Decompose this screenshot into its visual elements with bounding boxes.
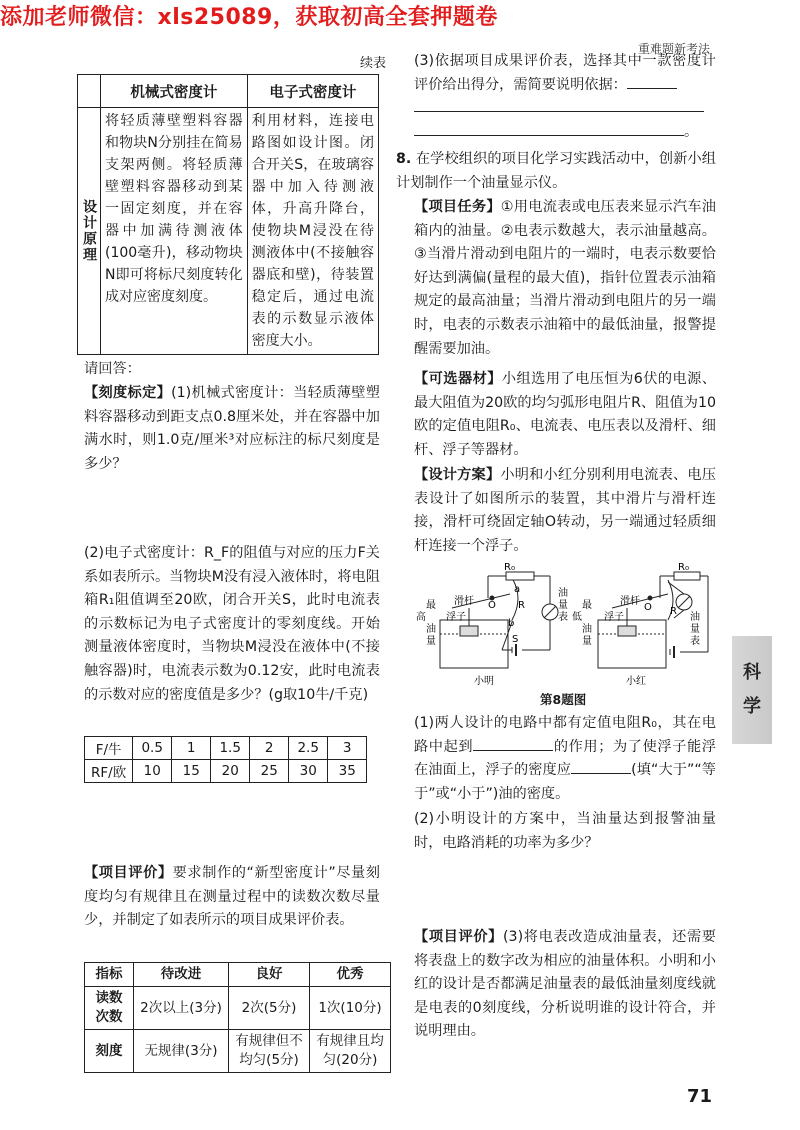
task-text: ①用电流表或电压表来显示汽车油箱内的油量。②电表示数越大，表示油量越高。③当滑片滑动到电阻片的一端时，电表示数要恰好达到满偏(量程的最大值)，指针位置表示油箱规定的最高油量；当滑片滑动到电阻片的另一端时，电表的示数表示油箱中的最低油量，报警提醒需要加油。 — [414, 199, 716, 357]
table-row-label: RF/欧 — [85, 760, 133, 783]
eval-text: 要求制作的“新型密度计”尽量刻度均匀有规律且在测量过程中的读数次数尽量少，并制定了如表所示的项目成果评价表。 — [84, 865, 380, 929]
label-xiaohong: 小红 — [626, 676, 646, 687]
table-cell: 2次以上(3分) — [134, 987, 229, 1030]
table-corner — [78, 75, 101, 108]
table-cell: 1.5 — [211, 737, 250, 760]
question-2: (2)电子式密度计：R_F的阻值与对应的压力F关系如表所示。当物块M没有浸入液体时，将电阻箱R₁阻值调至20欧，闭合开关S，此时电流表的示数标记为电子式密度计的零刻度线。开始测量液体密度时，当物块M浸没在液体中(不接触容器)时，电流表示数为0.12安，此时电流表的示数对应的密度值是多少？(g取10牛/千克) — [84, 545, 380, 703]
table-header: 电子式密度计 — [247, 75, 378, 108]
material-tag: 【可选器材】 — [414, 371, 502, 387]
question-8-3 — [414, 926, 716, 1044]
q8-3-text: (3)将电表改造成油量表，还需要将表盘上的数字改为相应的油量体积。小明和小红的设计是否都满足油量表的最低油量刻度线就是电表的0刻度线，分析说明谁的设计符合，并说明理由。 — [414, 929, 716, 1040]
question-8-2: (2)小明设计的方案中，当油量达到报警油量时，电路消耗的功率为多少？ — [414, 811, 716, 851]
table-cell: 有规律但不均匀(5分) — [229, 1030, 310, 1073]
label-highest: 高 — [416, 612, 426, 623]
page-number: 71 — [686, 1086, 712, 1107]
label-highest: 油 — [426, 624, 436, 635]
table-row-label: F/牛 — [85, 737, 133, 760]
table-cell: 2.5 — [289, 737, 328, 760]
label-gauge: 表 — [558, 612, 568, 623]
elec-design-cell: 利用材料，连接电路图如设计图。闭合开关S，在玻璃容器中加入待测液体，升高升降台，使物块M浸没在待测液体中(不接触容器底和壁)，待装置稳定后，通过电流表的示数显示液体密度大小。 — [247, 108, 378, 355]
label-highest: 量 — [426, 636, 436, 647]
side-tab-char: 科 — [743, 662, 761, 683]
mech-design-cell: 将轻质薄壁塑料容器和物块N分别挂在简易支架两侧。将轻质薄壁塑料容器移动到某一固定刻度，并在容器中加满待测液体(100毫升)，移动物块N即可将标尺刻度转化成对应密度刻度。 — [101, 108, 248, 355]
q8-intro: 在学校组织的项目化学习实践活动中，创新小组计划制作一个油量显示仪。 — [396, 151, 716, 191]
label-gauge: 油 — [558, 588, 568, 599]
table-cell: 有规律且均匀(20分) — [310, 1030, 391, 1073]
table-header: 待改进 — [134, 963, 229, 987]
table-cell: 35 — [328, 760, 367, 783]
label-slider: 滑杆 — [620, 596, 640, 607]
design-tag: 【设计方案】 — [414, 467, 501, 483]
table-cell: 10 — [133, 760, 172, 783]
label-lowest: 最 — [582, 600, 592, 611]
subject-side-tab — [732, 636, 772, 744]
please-answer: 请回答： — [84, 361, 141, 377]
question-1 — [84, 382, 380, 476]
answer-blank — [414, 111, 704, 112]
q3-text: (3)依据项目成果评价表，选择其中一款密度计评价给出得分，需简要说明依据： — [414, 53, 716, 93]
question-8 — [396, 148, 716, 195]
label-gauge: 油 — [690, 612, 700, 623]
table-header: 指标 — [85, 963, 134, 987]
label-r0: R₀ — [678, 562, 689, 573]
evaluation-table — [84, 962, 391, 1073]
label-gauge: 表 — [690, 636, 700, 647]
answer-blank — [473, 750, 553, 751]
design-principle-table — [77, 74, 379, 355]
label-slider: 滑杆 — [454, 596, 474, 607]
label-float: 浮子 — [604, 612, 624, 623]
materials — [414, 368, 716, 462]
q3-end: 。 — [684, 123, 699, 140]
design-text: 小明和小红分别利用电流表、电压表设计了如图所示的装置，其中滑片与滑杆连接，滑杆可绕固定轴O转动，另一端通过轻质细杆连接一个浮子。 — [414, 467, 716, 554]
project-task — [414, 196, 716, 361]
label-lowest: 油 — [582, 624, 592, 635]
label-lowest: 量 — [582, 636, 592, 647]
q8-1-part-b: 的作用；为了使浮子能浮在油面上，浮子的密度应 — [414, 738, 716, 779]
side-tab-char: 学 — [743, 696, 761, 717]
table-row-label: 刻度 — [85, 1030, 134, 1073]
figure-caption: 第8题图 — [540, 692, 587, 707]
q8-number: 8. — [396, 151, 412, 167]
label-highest: 最 — [426, 600, 436, 611]
label-xiaoming: 小明 — [474, 676, 494, 687]
material-text: 小组选用了电压恒为6伏的电源、最大阻值为20欧的均匀弧形电阻片R、阻值为10欧的定值电阻R₀、电流表、电压表以及滑杆、细杆、浮子等器材。 — [414, 371, 716, 458]
resistance-force-table — [84, 736, 367, 783]
label-r0: R₀ — [504, 562, 515, 573]
continued-label: 续表 — [360, 56, 387, 71]
answer-blank — [414, 135, 684, 136]
table-cell: 3 — [328, 737, 367, 760]
label-r: R — [518, 600, 525, 611]
table-header: 机械式密度计 — [101, 75, 248, 108]
q8-1-part-a: (1)两人设计的电路中都有定值电阻R₀，其在电路中起到 — [414, 715, 716, 755]
table-cell: 2次(5分) — [229, 987, 310, 1030]
running-head: 重难题新考法 — [637, 42, 710, 56]
label-s: S — [512, 634, 519, 645]
label-b: b — [508, 618, 515, 629]
label-o: O — [488, 600, 496, 611]
question-8-1 — [414, 712, 716, 806]
table-cell: 2 — [250, 737, 289, 760]
table-header: 良好 — [229, 963, 310, 987]
label-float: 浮子 — [446, 612, 466, 623]
float — [460, 626, 478, 636]
table-cell: 25 — [250, 760, 289, 783]
table-cell: 1次(10分) — [310, 987, 391, 1030]
eval-tag: 【项目评价】 — [84, 865, 173, 881]
q1-tag: 【刻度标定】 — [84, 385, 172, 401]
label-o: O — [644, 602, 652, 613]
task-tag: 【项目任务】 — [414, 199, 501, 215]
label-lowest: 低 — [572, 612, 582, 623]
answer-blank — [571, 773, 631, 774]
table-header: 优秀 — [310, 963, 391, 987]
design-plan — [414, 464, 716, 558]
q1-text: (1)机械式密度计：当轻质薄壁塑料容器移动到距支点0.8厘米处，并在容器中加满水时，则1.0克/厘米³对应标注的标尺刻度是多少？ — [84, 385, 380, 472]
project-evaluation — [84, 862, 380, 933]
label-gauge: 量 — [690, 624, 700, 635]
row-label: 设计原理 — [78, 108, 101, 355]
table-row-label: 读数次数 — [85, 987, 134, 1030]
eval-tag: 【项目评价】 — [414, 929, 504, 945]
table-cell: 20 — [211, 760, 250, 783]
promo-banner: 添加老师微信：xls25089，获取初高全套押题卷 — [0, 5, 498, 30]
r0-resistor — [506, 572, 534, 580]
label-r: R — [670, 606, 677, 617]
label-a: a — [514, 584, 521, 595]
question-3 — [414, 50, 716, 144]
table-cell: 无规律(3分) — [134, 1030, 229, 1073]
table-cell: 1 — [172, 737, 211, 760]
table-cell: 15 — [172, 760, 211, 783]
fuel-gauge-figure — [412, 562, 712, 688]
label-gauge: 量 — [558, 600, 568, 611]
q8-1-part-c: (填“大于”“等于”或“小于”)油的密度。 — [414, 762, 716, 802]
answer-blank — [627, 88, 677, 89]
table-cell: 0.5 — [133, 737, 172, 760]
table-cell: 30 — [289, 760, 328, 783]
